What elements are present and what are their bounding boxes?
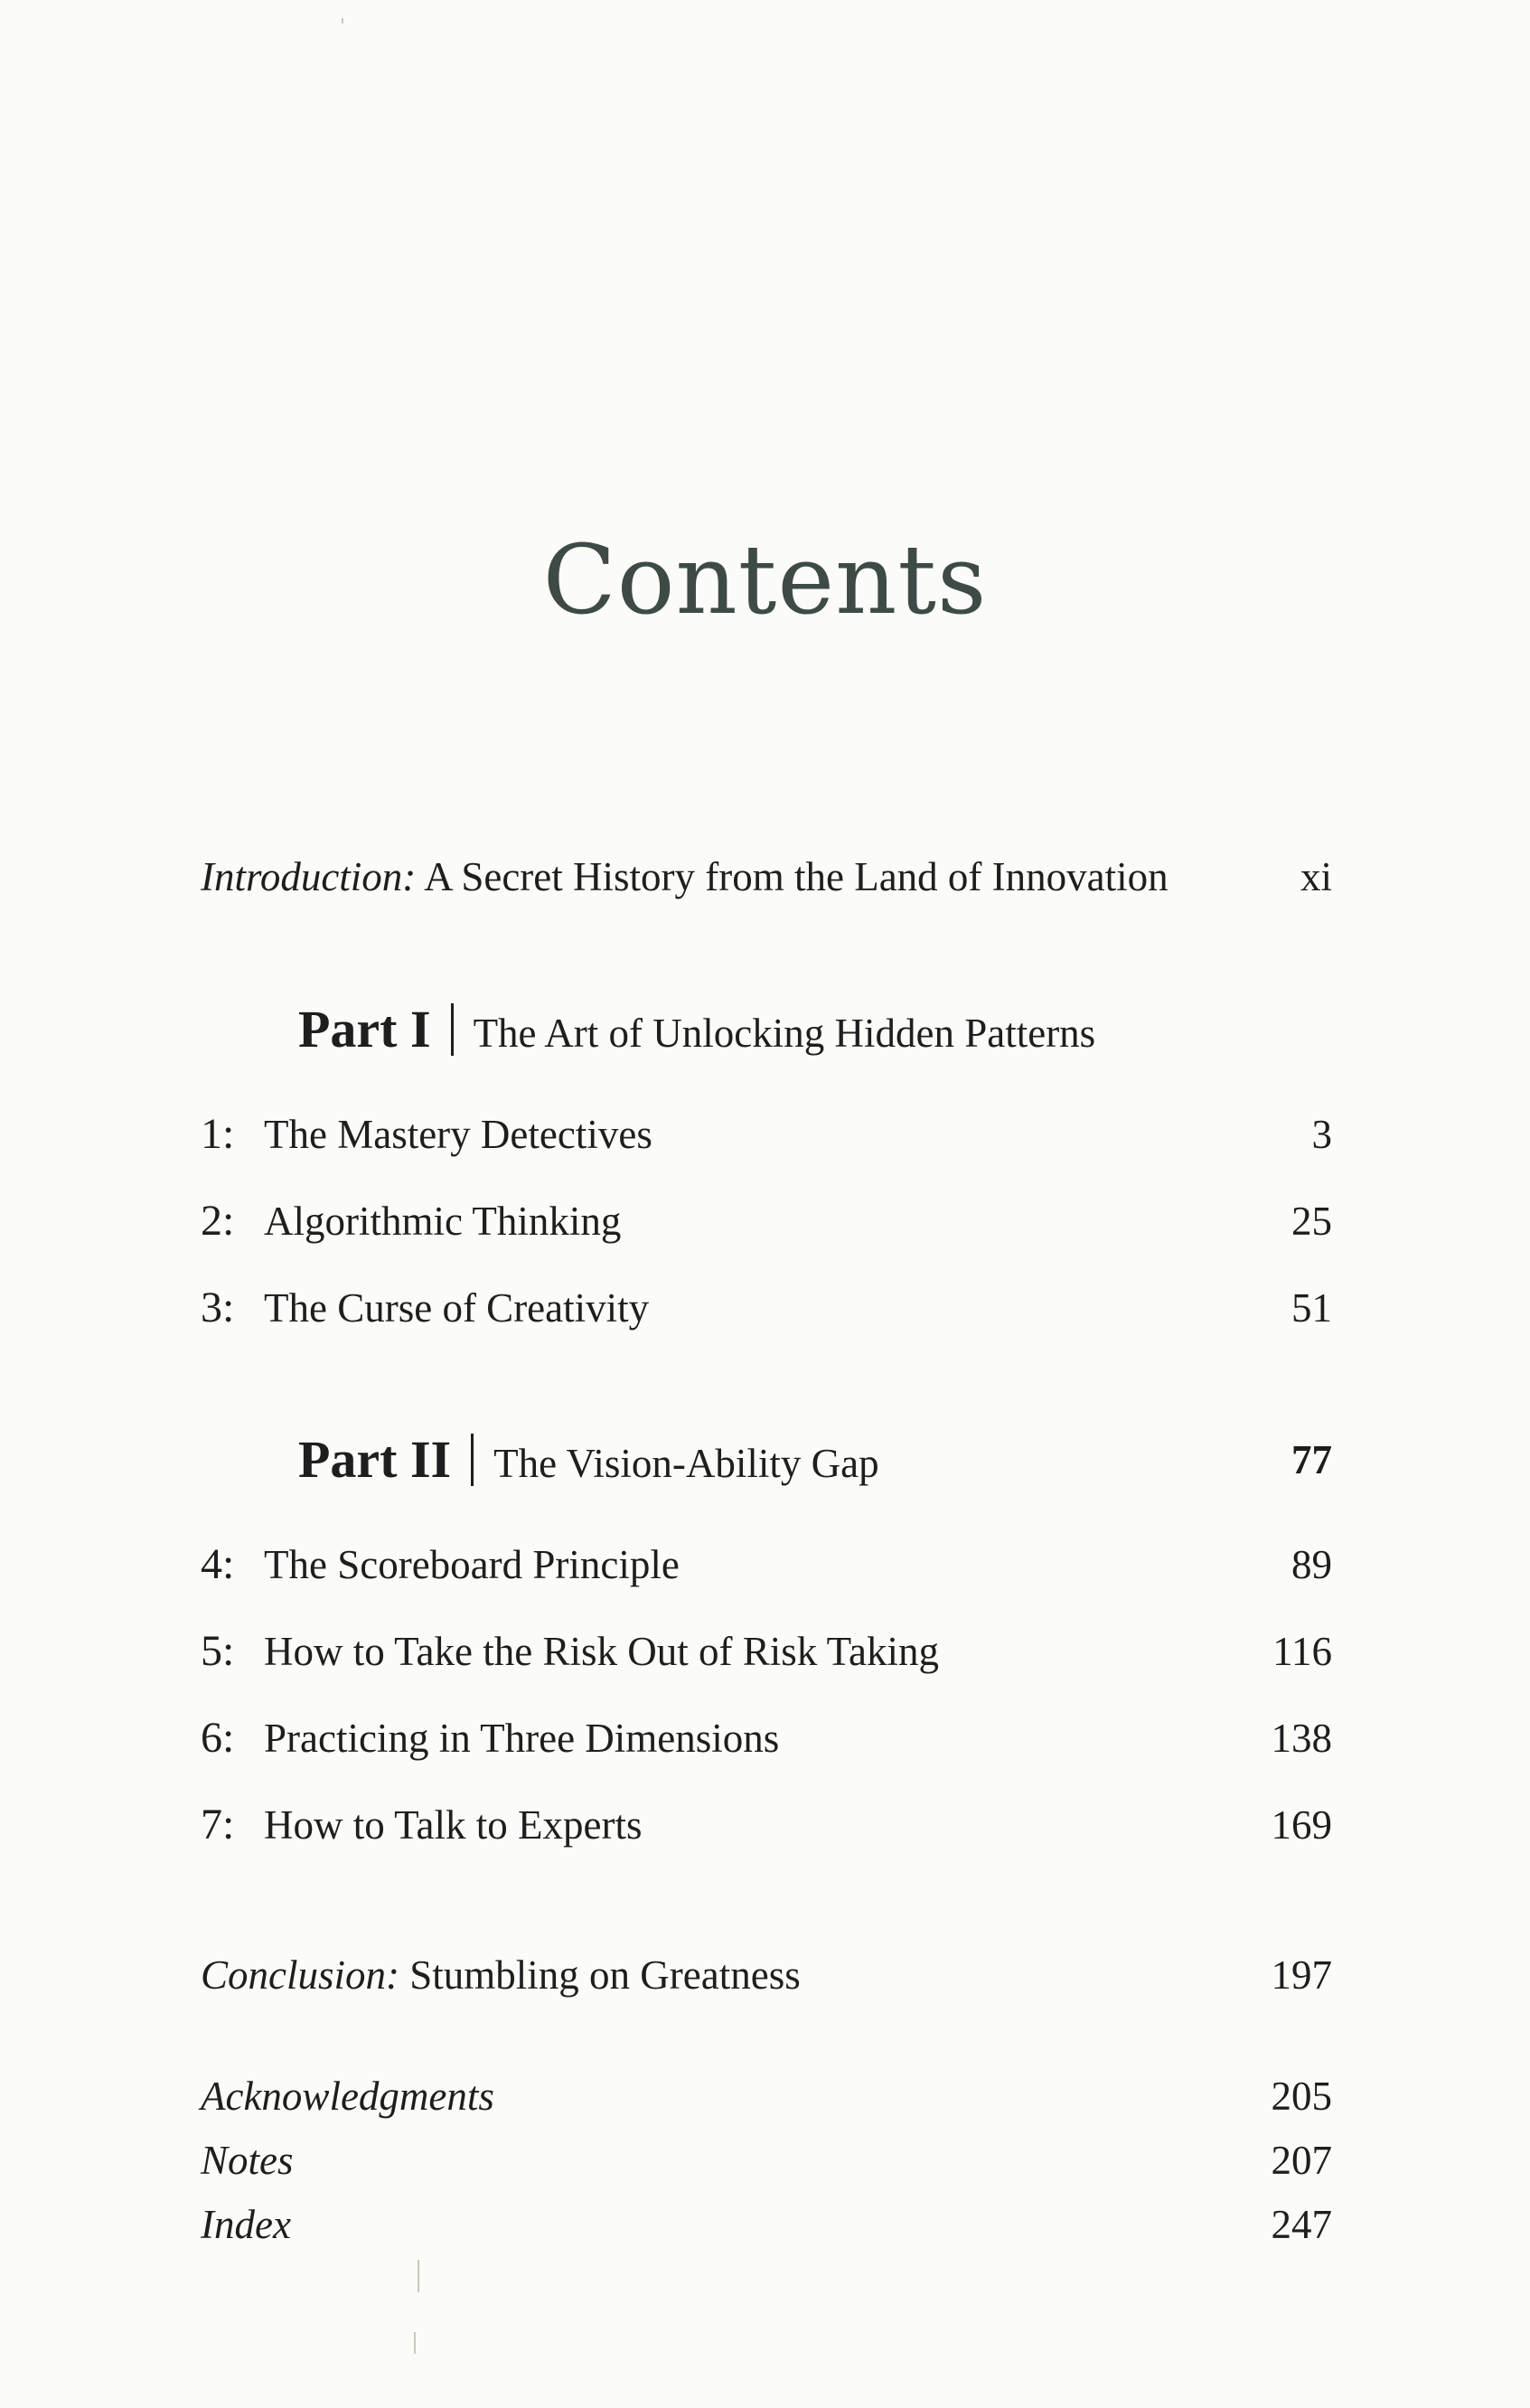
chapter-title: How to Take the Risk Out of Risk Taking <box>264 1629 940 1674</box>
back-matter-page-number: 207 <box>1271 2138 1332 2183</box>
chapter-number: 5: <box>201 1627 235 1675</box>
chapter-number: 7: <box>201 1801 235 1848</box>
back-matter-label: Index <box>201 2202 291 2247</box>
introduction-page-number: xi <box>1300 854 1332 899</box>
chapter-page-number: 116 <box>1272 1629 1332 1674</box>
back-matter-label: Acknowledgments <box>201 2074 494 2119</box>
toc-chapter[interactable] <box>201 1279 1332 1337</box>
paper-speck <box>418 2260 419 2292</box>
toc-chapter[interactable] <box>201 1709 1332 1767</box>
toc-back-matter[interactable] <box>201 2131 1332 2189</box>
chapter-number: 2: <box>201 1197 235 1245</box>
part-label: Part II <box>298 1430 452 1489</box>
chapter-page-number: 3 <box>1311 1112 1332 1157</box>
conclusion-page-number: 197 <box>1271 1952 1332 1998</box>
paper-speck <box>414 2332 416 2354</box>
back-matter-page-number: 247 <box>1271 2202 1332 2247</box>
page-title: Contents <box>542 524 988 635</box>
chapter-number: 6: <box>201 1714 235 1762</box>
part-divider <box>471 1434 474 1486</box>
back-matter-page-number: 205 <box>1271 2074 1332 2119</box>
chapter-title: The Mastery Detectives <box>264 1112 652 1157</box>
part-divider <box>451 1003 454 1056</box>
introduction-label: Introduction: A Secret History from the Land of Innovation <box>201 854 1169 899</box>
chapter-title: The Scoreboard Principle <box>264 1542 680 1587</box>
chapter-page-number: 138 <box>1271 1716 1332 1761</box>
toc-conclusion[interactable] <box>201 1946 1332 2004</box>
toc-introduction[interactable] <box>201 848 1332 906</box>
part-heading[interactable] <box>298 993 1095 1066</box>
chapter-number: 1: <box>201 1110 235 1158</box>
chapter-title: Algorithmic Thinking <box>264 1199 622 1244</box>
toc-chapter[interactable] <box>201 1192 1332 1250</box>
chapter-title: How to Talk to Experts <box>264 1802 643 1848</box>
toc-back-matter[interactable] <box>201 2067 1332 2125</box>
part-title: The Art of Unlocking Hidden Patterns <box>473 1011 1096 1056</box>
back-matter-label: Notes <box>201 2138 294 2183</box>
toc-chapter[interactable] <box>201 1105 1332 1163</box>
chapter-page-number: 89 <box>1291 1542 1332 1587</box>
part-label: Part I <box>298 1000 431 1058</box>
part-title: The Vision-Ability Gap <box>493 1441 879 1486</box>
toc-chapter[interactable] <box>201 1796 1332 1854</box>
chapter-number: 3: <box>201 1284 235 1331</box>
part-page-number: 77 <box>1291 1437 1332 1482</box>
toc-back-matter[interactable] <box>201 2196 1332 2253</box>
part-heading[interactable] <box>298 1424 879 1496</box>
toc-chapter[interactable] <box>201 1536 1332 1594</box>
chapter-page-number: 51 <box>1291 1285 1332 1331</box>
chapter-number: 4: <box>201 1540 235 1588</box>
toc-chapter[interactable] <box>201 1623 1332 1680</box>
conclusion-label: Conclusion: Stumbling on Greatness <box>201 1952 801 1998</box>
chapter-title: The Curse of Creativity <box>264 1285 650 1331</box>
chapter-page-number: 169 <box>1271 1802 1332 1848</box>
chapter-page-number: 25 <box>1291 1199 1332 1244</box>
paper-speck <box>342 18 343 24</box>
chapter-title: Practicing in Three Dimensions <box>264 1716 780 1761</box>
